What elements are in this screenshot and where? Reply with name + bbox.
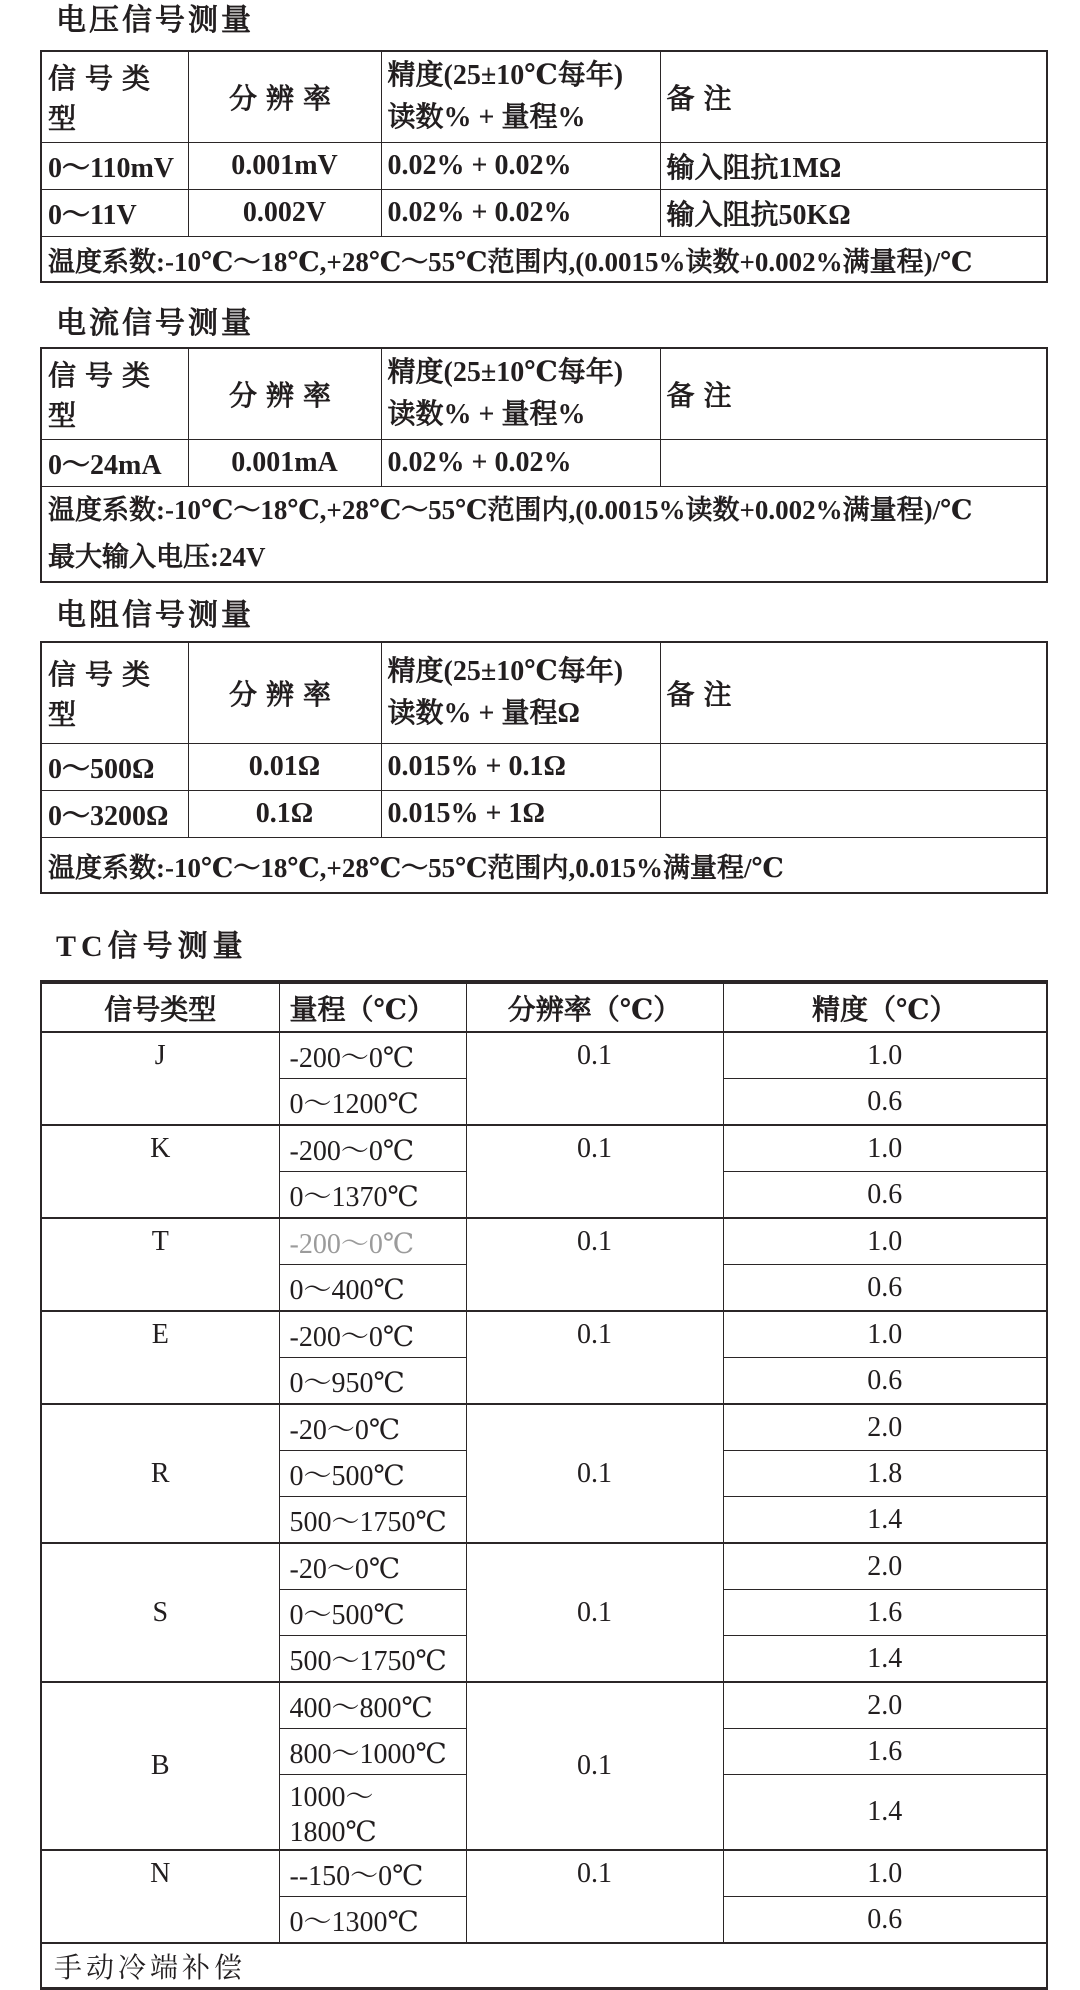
remark-cell: 输入阻抗1MΩ — [660, 143, 1047, 190]
tc-range-cell: 0～950℃ — [279, 1358, 466, 1405]
tc-table — [40, 980, 1048, 1990]
tc-accuracy-cell: 1.0 — [723, 1218, 1047, 1265]
tc-accuracy-cell: 1.6 — [723, 1590, 1047, 1636]
tc-range-cell: -200～0℃ — [279, 1032, 466, 1079]
tc-type-cell: K — [41, 1125, 279, 1218]
col-header-signal-type: 信号类型 — [41, 348, 188, 440]
tc-accuracy-cell: 0.6 — [723, 1897, 1047, 1944]
col-header-remark: 备注 — [660, 51, 1047, 143]
remark-cell — [660, 744, 1047, 791]
tc-range-cell: 800～1000℃ — [279, 1729, 466, 1775]
current-table — [40, 347, 1048, 583]
table-row — [41, 440, 1047, 487]
tc-range-cell: 0～1370℃ — [279, 1172, 466, 1219]
tc-range-cell: 0～1300℃ — [279, 1897, 466, 1944]
tc-accuracy-cell: 1.4 — [723, 1497, 1047, 1544]
table-footer-row — [41, 237, 1047, 283]
col-header-signal-type: 信号类型 — [41, 51, 188, 143]
footer-line-temp-coefficient: 温度系数:-10℃～18℃,+28℃～55℃范围内,(0.0015%读数+0.002%满量程)/℃ — [48, 495, 973, 525]
accuracy-header-line1: 精度(25±10℃每年) — [387, 60, 624, 91]
resolution-cell: 0.1Ω — [188, 791, 381, 838]
tc-group-row-K — [41, 1125, 1047, 1172]
remark-cell — [660, 791, 1047, 838]
tc-accuracy-cell: 0.6 — [723, 1358, 1047, 1405]
footer-line-max-input: 最大输入电压:24V — [48, 542, 266, 572]
section-title-resistance: 电阻信号测量 — [56, 599, 254, 632]
tc-accuracy-cell: 2.0 — [723, 1682, 1047, 1729]
tc-accuracy-cell: 1.4 — [723, 1636, 1047, 1683]
tc-type-cell: S — [41, 1543, 279, 1682]
tc-group-row-E — [41, 1311, 1047, 1358]
tc-range-cell: --150～0℃ — [279, 1850, 466, 1897]
tc-range-cell: 0～500℃ — [279, 1451, 466, 1497]
tc-accuracy-cell: 1.0 — [723, 1125, 1047, 1172]
tc-group-row-T — [41, 1218, 1047, 1265]
tc-resolution-cell: 0.1 — [466, 1543, 723, 1682]
resolution-cell: 0.01Ω — [188, 744, 381, 791]
col-header-range: 量程（℃） — [279, 982, 466, 1032]
table-footer-note: 温度系数:-10℃～18℃,+28℃～55℃范围内,(0.0015%读数+0.002%满量程)/℃ — [41, 237, 1047, 283]
voltage-table — [40, 50, 1048, 283]
accuracy-header-line2: 读数% + 量程% — [387, 102, 586, 133]
table-footer-row — [41, 838, 1047, 894]
signal-range-cell: 0～24mA — [41, 440, 188, 487]
col-header-signal-type: 信号类型 — [41, 982, 279, 1032]
tc-group-row-J — [41, 1032, 1047, 1079]
tc-resolution-cell: 0.1 — [466, 1682, 723, 1850]
tc-range-cell: 500～1750℃ — [279, 1497, 466, 1544]
tc-resolution-cell: 0.1 — [466, 1850, 723, 1943]
col-header-resolution: 分辨率 — [188, 642, 381, 744]
tc-accuracy-cell: 0.6 — [723, 1172, 1047, 1219]
table-footer-row — [41, 487, 1047, 583]
col-header-accuracy — [381, 642, 660, 744]
section-title-current: 电流信号测量 — [56, 307, 254, 340]
tc-resolution-cell: 0.1 — [466, 1125, 723, 1218]
accuracy-cell: 0.015% + 0.1Ω — [381, 744, 660, 791]
section-title-tc: TC信号测量 — [56, 930, 248, 963]
col-header-resolution: 分辨率 — [188, 348, 381, 440]
accuracy-header-line1: 精度(25±10℃每年) — [387, 357, 624, 388]
table-footer-note: 温度系数:-10℃～18℃,+28℃～55℃范围内,0.015%满量程/℃ — [41, 838, 1047, 894]
tc-range-cell: -200～0℃ — [279, 1311, 466, 1358]
tc-accuracy-cell: 1.0 — [723, 1850, 1047, 1897]
resolution-cell: 0.001mV — [188, 143, 381, 190]
tc-type-cell: B — [41, 1682, 279, 1850]
current-header-row — [41, 348, 1047, 440]
signal-range-cell: 0～3200Ω — [41, 791, 188, 838]
tc-accuracy-cell: 2.0 — [723, 1404, 1047, 1451]
col-header-resolution: 分辨率（℃） — [466, 982, 723, 1032]
signal-range-cell: 0～11V — [41, 190, 188, 237]
col-header-accuracy — [381, 51, 660, 143]
tc-range-cell: 0～1200℃ — [279, 1079, 466, 1126]
tc-group-row-R — [41, 1404, 1047, 1451]
accuracy-header-line1: 精度(25±10℃每年) — [387, 656, 624, 687]
tc-range-cell: 0～500℃ — [279, 1590, 466, 1636]
tc-resolution-cell: 0.1 — [466, 1032, 723, 1125]
tc-type-cell: E — [41, 1311, 279, 1404]
table-row — [41, 190, 1047, 237]
accuracy-header-line2: 读数% + 量程% — [387, 399, 586, 430]
col-header-remark: 备注 — [660, 642, 1047, 744]
tc-group-row-S — [41, 1543, 1047, 1590]
col-header-accuracy: 精度（℃） — [723, 982, 1047, 1032]
col-header-signal-type: 信号类型 — [41, 642, 188, 744]
tc-accuracy-cell: 1.0 — [723, 1311, 1047, 1358]
tc-footer-row — [41, 1943, 1047, 1989]
table-row — [41, 143, 1047, 190]
tc-range-cell: -20～0℃ — [279, 1543, 466, 1590]
tc-accuracy-cell: 0.6 — [723, 1265, 1047, 1312]
tc-range-cell: 1000～1800℃ — [279, 1775, 466, 1851]
tc-footer-note: 手动冷端补偿 — [41, 1943, 1047, 1989]
remark-cell — [660, 440, 1047, 487]
tc-range-cell: -200～0℃ — [279, 1125, 466, 1172]
accuracy-cell: 0.02% + 0.02% — [381, 190, 660, 237]
table-row — [41, 744, 1047, 791]
tc-range-cell: 500～1750℃ — [279, 1636, 466, 1683]
signal-range-cell: 0～500Ω — [41, 744, 188, 791]
tc-range-cell: -200～0℃ — [279, 1218, 466, 1265]
tc-type-cell: J — [41, 1032, 279, 1125]
tc-range-cell: 400～800℃ — [279, 1682, 466, 1729]
tc-group-row-N — [41, 1850, 1047, 1897]
resistance-header-row — [41, 642, 1047, 744]
table-footer-note — [41, 487, 1047, 583]
tc-accuracy-cell: 2.0 — [723, 1543, 1047, 1590]
table-row — [41, 791, 1047, 838]
tc-type-cell: N — [41, 1850, 279, 1943]
voltage-header-row — [41, 51, 1047, 143]
tc-resolution-cell: 0.1 — [466, 1404, 723, 1543]
signal-range-cell: 0～110mV — [41, 143, 188, 190]
tc-group-row-B — [41, 1682, 1047, 1729]
tc-accuracy-cell: 0.6 — [723, 1079, 1047, 1126]
tc-range-cell: 0～400℃ — [279, 1265, 466, 1312]
accuracy-header-line2: 读数% + 量程Ω — [387, 698, 580, 729]
tc-resolution-cell: 0.1 — [466, 1218, 723, 1311]
accuracy-cell: 0.02% + 0.02% — [381, 143, 660, 190]
col-header-resolution: 分辨率 — [188, 51, 381, 143]
tc-header-row — [41, 982, 1047, 1032]
tc-accuracy-cell: 1.4 — [723, 1775, 1047, 1851]
col-header-accuracy — [381, 348, 660, 440]
tc-type-cell: T — [41, 1218, 279, 1311]
accuracy-cell: 0.015% + 1Ω — [381, 791, 660, 838]
tc-accuracy-cell: 1.6 — [723, 1729, 1047, 1775]
remark-cell: 输入阻抗50KΩ — [660, 190, 1047, 237]
tc-accuracy-cell: 1.0 — [723, 1032, 1047, 1079]
accuracy-cell: 0.02% + 0.02% — [381, 440, 660, 487]
resolution-cell: 0.002V — [188, 190, 381, 237]
resolution-cell: 0.001mA — [188, 440, 381, 487]
tc-resolution-cell: 0.1 — [466, 1311, 723, 1404]
tc-type-cell: R — [41, 1404, 279, 1543]
tc-range-cell: -20～0℃ — [279, 1404, 466, 1451]
col-header-remark: 备注 — [660, 348, 1047, 440]
tc-accuracy-cell: 1.8 — [723, 1451, 1047, 1497]
section-title-voltage: 电压信号测量 — [56, 4, 254, 37]
resistance-table — [40, 641, 1048, 894]
